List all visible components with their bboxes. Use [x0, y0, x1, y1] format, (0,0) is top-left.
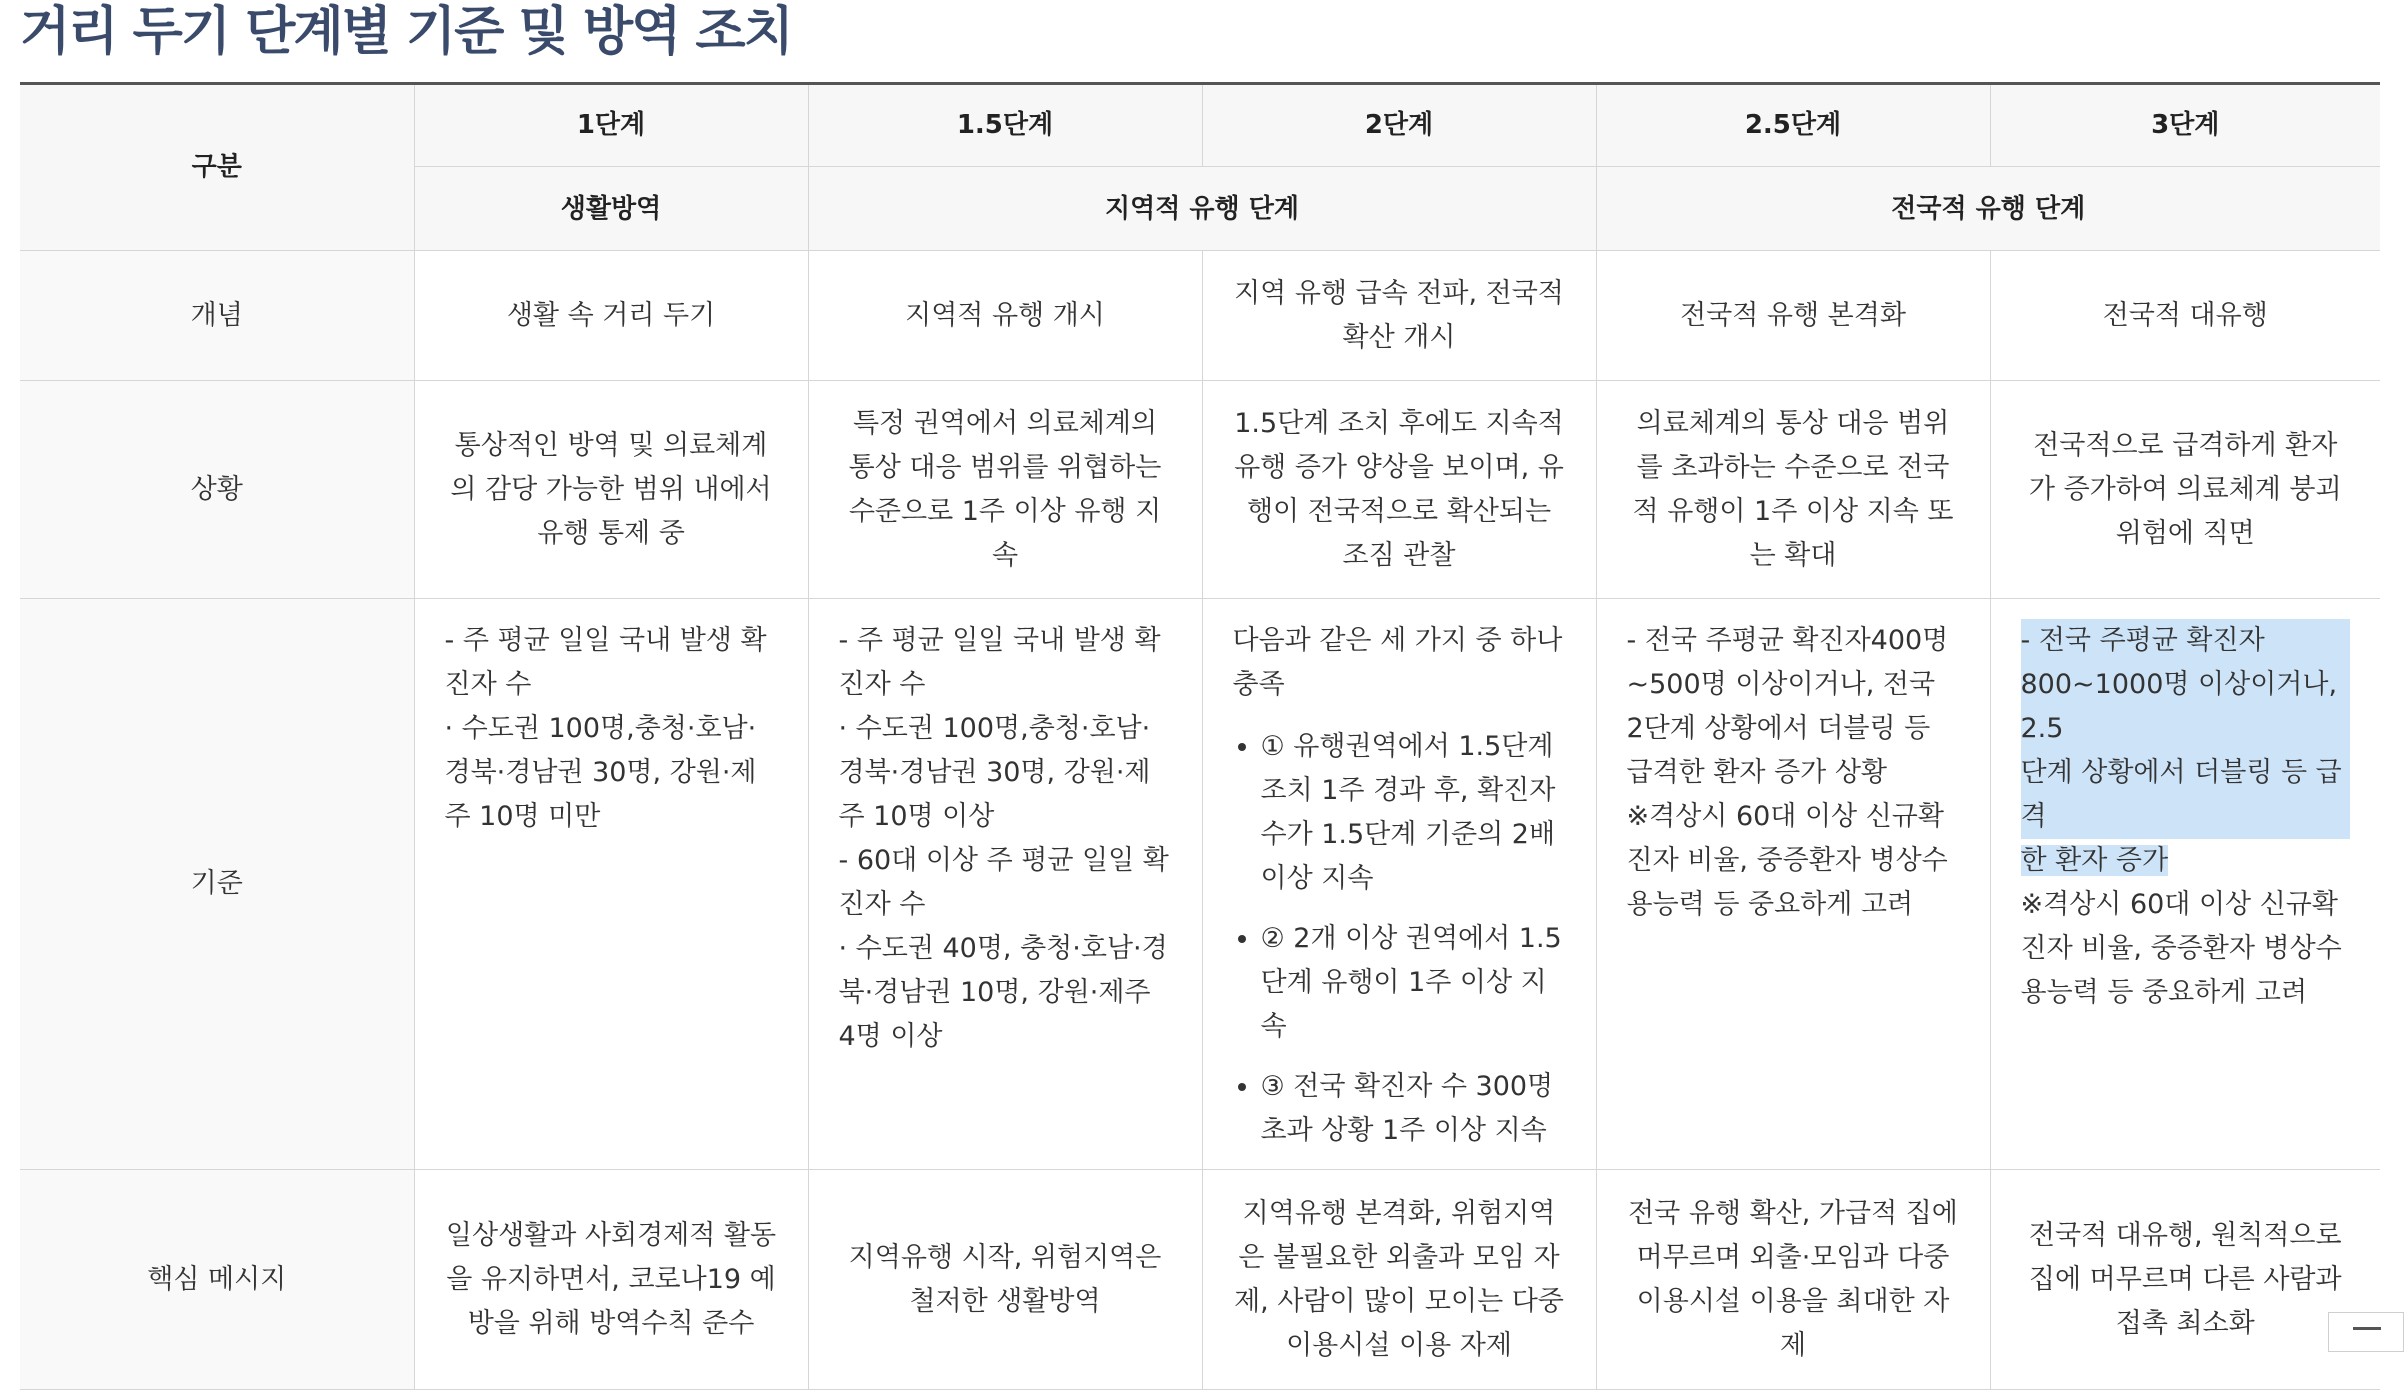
criteria-level-1-5-line-a: - 주 평균 일일 국내 발생 확진자 수	[838, 625, 1161, 700]
message-level-1: 일상생활과 사회경제적 활동을 유지하면서, 코로나19 예방을 위해 방역수칙 준수	[414, 1170, 808, 1390]
header-group-regional: 지역적 유행 단계	[808, 167, 1596, 251]
list-item: • ② 2개 이상 권역에서 1.5단계 유행이 1주 이상 지속	[1261, 917, 1566, 1049]
page-title: 거리 두기 단계별 기준 및 방역 조치	[20, 2, 792, 62]
table-row-message	[20, 1170, 2380, 1390]
concept-level-3: 전국적 대유행	[1990, 251, 2380, 381]
header-group-nationwide: 전국적 유행 단계	[1596, 167, 2380, 251]
situation-level-3: 전국적으로 급격하게 환자가 증가하여 의료체계 붕괴 위험에 직면	[1990, 381, 2380, 599]
distancing-table-wrapper	[20, 82, 2380, 1390]
criteria-level-3-selected-text[interactable]	[2021, 619, 2351, 883]
criteria-level-2-list	[1233, 725, 1566, 1153]
table-row-concept	[20, 251, 2380, 381]
header-level-1: 1단계	[414, 83, 808, 167]
concept-level-2: 지역 유행 급속 전파, 전국적 확산 개시	[1202, 251, 1596, 381]
message-level-2-5: 전국 유행 확산, 가급적 집에 머무르며 외출·모임과 다중이용시설 이용을 최대한 자제	[1596, 1170, 1990, 1390]
row-label-message: 핵심 메시지	[20, 1170, 414, 1390]
concept-level-1: 생활 속 거리 두기	[414, 251, 808, 381]
scroll-to-top-button[interactable]	[2328, 1312, 2404, 1352]
criteria-level-1-5	[808, 599, 1202, 1170]
criteria-level-2	[1202, 599, 1596, 1170]
header-group-daily-prevention: 생활방역	[414, 167, 808, 251]
criteria-level-2-intro: 다음과 같은 세 가지 중 하나 충족	[1232, 625, 1563, 700]
message-level-2: 지역유행 본격화, 위험지역은 불필요한 외출과 모임 자제, 사람이 많이 모이는 다중이용시설 이용 자제	[1202, 1170, 1596, 1390]
situation-level-1-5: 특정 권역에서 의료체계의 통상 대응 범위를 위협하는 수준으로 1주 이상 유행 지속	[808, 381, 1202, 599]
criteria-level-3-line-b: 800~1000명 이상이거나, 2.5	[2021, 663, 2351, 751]
criteria-level-3-line-e: ※격상시 60대 이상 신규확진자 비율, 중증환자 병상수용능력 등 중요하게 고려	[2020, 889, 2342, 1008]
table-row-situation	[20, 381, 2380, 599]
situation-level-2: 1.5단계 조치 후에도 지속적 유행 증가 양상을 보이며, 유행이 전국적으로 확산되는 조짐 관찰	[1202, 381, 1596, 599]
header-level-3: 3단계	[1990, 83, 2380, 167]
situation-level-1: 통상적인 방역 및 의료체계의 감당 가능한 범위 내에서 유행 통제 중	[414, 381, 808, 599]
criteria-level-3-line-a: - 전국 주평균 확진자	[2021, 619, 2351, 663]
scroll-top-icon	[2353, 1327, 2381, 1330]
criteria-level-1-line-a: - 주 평균 일일 국내 발생 확진자 수	[444, 625, 767, 700]
row-label-situation: 상황	[20, 381, 414, 599]
criteria-level-1-5-line-c: - 60대 이상 주 평균 일일 확진자 수	[838, 845, 1169, 920]
list-item: • ③ 전국 확진자 수 300명 초과 상황 1주 이상 지속	[1261, 1065, 1566, 1153]
row-label-criteria: 기준	[20, 599, 414, 1170]
situation-level-2-5: 의료체계의 통상 대응 범위를 초과하는 수준으로 전국적 유행이 1주 이상 지속 또는 확대	[1596, 381, 1990, 599]
criteria-level-1-5-line-b: · 수도권 100명,충청·호남·경북·경남권 30명, 강원·제주 10명 이상	[838, 713, 1151, 832]
header-category: 구분	[20, 83, 414, 251]
criteria-level-1	[414, 599, 808, 1170]
concept-level-2-5: 전국적 유행 본격화	[1596, 251, 1990, 381]
list-item: • ① 유행권역에서 1.5단계 조치 1주 경과 후, 확진자수가 1.5단계 기준의 2배 이상 지속	[1261, 725, 1566, 901]
criteria-level-1-line-b: · 수도권 100명,충청·호남·경북·경남권 30명, 강원·제주 10명 미만	[444, 713, 757, 832]
criteria-level-2-5-line-b: ※격상시 60대 이상 신규확진자 비율, 중증환자 병상수용능력 등 중요하게 고려	[1626, 801, 1948, 920]
message-level-1-5: 지역유행 시작, 위험지역은 철저한 생활방역	[808, 1170, 1202, 1390]
header-level-2-5: 2.5단계	[1596, 83, 1990, 167]
criteria-level-2-5	[1596, 599, 1990, 1170]
message-level-3: 전국적 대유행, 원칙적으로 집에 머무르며 다른 사람과 접촉 최소화	[1990, 1170, 2380, 1390]
criteria-level-3	[1990, 599, 2380, 1170]
criteria-level-3-line-d: 한 환자 증가	[2020, 845, 2169, 876]
distancing-levels-table	[20, 82, 2380, 1390]
criteria-level-2-5-line-a: - 전국 주평균 확진자400명~500명 이상이거나, 전국 2단계 상황에서 더블링 등 급격한 환자 증가 상황	[1626, 625, 1949, 788]
row-label-concept: 개념	[20, 251, 414, 381]
table-row-criteria	[20, 599, 2380, 1170]
criteria-level-1-5-line-d: · 수도권 40명, 충청·호남·경북·경남권 10명, 강원·제주 4명 이상	[838, 933, 1168, 1052]
header-level-2: 2단계	[1202, 83, 1596, 167]
header-level-1-5: 1.5단계	[808, 83, 1202, 167]
criteria-level-3-line-c: 단계 상황에서 더블링 등 급격	[2021, 751, 2351, 839]
concept-level-1-5: 지역적 유행 개시	[808, 251, 1202, 381]
